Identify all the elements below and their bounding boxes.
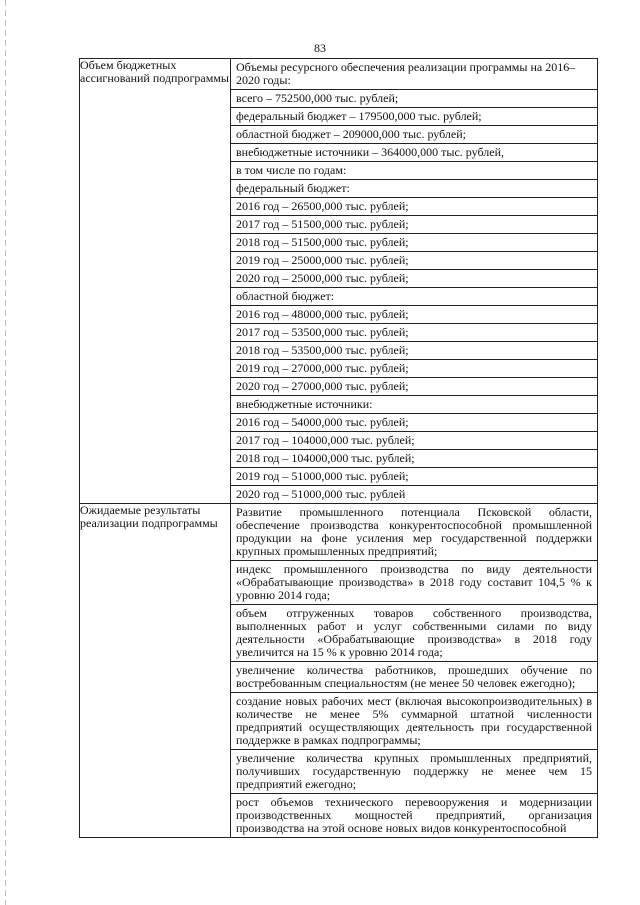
budget-line: всего – 752500,000 тыс. рублей; xyxy=(231,90,597,108)
budget-line: 2020 год – 51000,000 тыс. рублей xyxy=(236,487,406,501)
budget-line: 2017 год – 51500,000 тыс. рублей; xyxy=(231,216,597,234)
budget-line: в том числе по годам: xyxy=(231,162,597,180)
budget-line: 2016 год – 54000,000 тыс. рублей; xyxy=(231,414,597,432)
budget-line: 2017 год – 104000,000 тыс. рублей; xyxy=(231,432,597,450)
budget-line: 2016 год – 48000,000 тыс. рублей; xyxy=(231,306,597,324)
row-content-budget xyxy=(231,59,598,504)
budget-line: Объемы ресурсного обеспечения реализации программы на 2016–2020 годы: xyxy=(231,59,597,90)
row-label-budget: Объем бюджетных ассигнований подпрограммы xyxy=(80,59,231,504)
budget-line: 2016 год – 26500,000 тыс. рублей; xyxy=(231,198,597,216)
result-paragraph: объем отгруженных товаров собственного производства, выполненных работ и услуг собственными силами по виду деятельности «Обрабатывающие производства» в 2018 году увеличится на 15 % к уровню 2014 года; xyxy=(231,605,597,662)
budget-line: 2019 год – 27000,000 тыс. рублей; xyxy=(231,360,597,378)
budget-line: внебюджетные источники – 364000,000 тыс. рублей, xyxy=(231,144,597,162)
result-paragraph: увеличение количества работников, прошедших обучение по востребованным специальностям (не менее 50 человек ежегодно); xyxy=(231,662,597,693)
result-paragraph: индекс промышленного производства по виду деятельности «Обрабатывающие производства» в 2018 году составит 104,5 % к уровню 2014 года; xyxy=(231,561,597,605)
budget-line: 2019 год – 51000,000 тыс. рублей; xyxy=(231,468,597,486)
result-paragraph: создание новых рабочих мест (включая высокопроизводительных) в количестве не менее 5% суммарной штатной численности предприятий осуществляющих деятельность при государственной поддержке в рамках подпрограммы; xyxy=(231,693,597,750)
row-label-results: Ожидаемые результаты реализации подпрограммы xyxy=(80,504,231,838)
page-number: 83 xyxy=(314,41,326,55)
budget-line: областной бюджет – 209000,000 тыс. рублей; xyxy=(231,126,597,144)
budget-line: 2020 год – 27000,000 тыс. рублей; xyxy=(231,378,597,396)
row-content-results xyxy=(231,504,598,838)
table-row-results xyxy=(80,504,598,838)
budget-line: областной бюджет: xyxy=(231,288,597,306)
budget-line: 2018 год – 104000,000 тыс. рублей; xyxy=(231,450,597,468)
result-paragraph: рост объемов технического перевооружения и модернизации производственных мощностей предприятий, организация производства на этой основе новых видов конкурентоспособной xyxy=(236,795,592,835)
budget-line: федеральный бюджет: xyxy=(231,180,597,198)
budget-line: 2018 год – 51500,000 тыс. рублей; xyxy=(231,234,597,252)
result-paragraph: увеличение количества крупных промышленных предприятий, получивших государственную поддержку не менее чем 15 предприятий ежегодно; xyxy=(231,750,597,794)
subprogram-passport-table xyxy=(79,58,598,838)
table-row-budget xyxy=(80,59,598,504)
budget-line: 2020 год – 25000,000 тыс. рублей; xyxy=(231,270,597,288)
budget-line: 2019 год – 25000,000 тыс. рублей; xyxy=(231,252,597,270)
result-paragraph: Развитие промышленного потенциала Псковской области, обеспечение производства конкурентоспособной промышленной продукции на фоне усиления мер государственной поддержки крупных промышленных предприятий; xyxy=(231,504,597,561)
scan-edge-artifact xyxy=(5,0,6,905)
budget-line: внебюджетные источники: xyxy=(231,396,597,414)
budget-line: федеральный бюджет – 179500,000 тыс. рублей; xyxy=(231,108,597,126)
budget-line: 2018 год – 53500,000 тыс. рублей; xyxy=(231,342,597,360)
budget-line: 2017 год – 53500,000 тыс. рублей; xyxy=(231,324,597,342)
